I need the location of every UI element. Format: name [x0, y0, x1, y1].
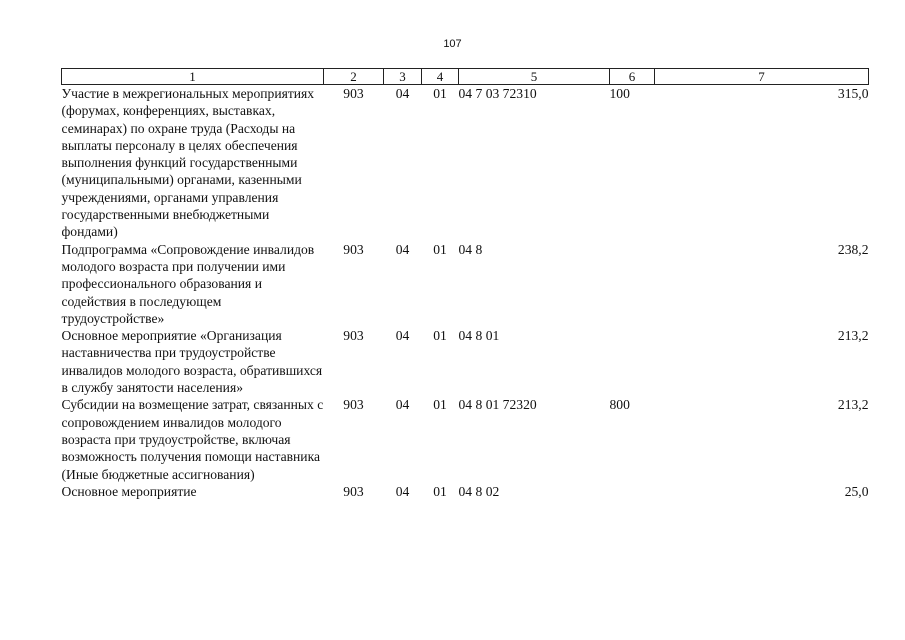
row-expense-type: 100 — [609, 86, 630, 101]
column-header: 4 — [422, 69, 459, 85]
row-expense-type — [610, 241, 655, 327]
row-name: Основное мероприятие «Организация наставничества при трудоустройстве инвалидов молодого возраста, обратившихся в службу занятости населения» — [61, 328, 323, 396]
row-code: 903 — [343, 328, 364, 344]
row-amount: 315,0 — [837, 86, 869, 101]
header-row — [62, 69, 869, 85]
row-subsection: 01 — [433, 483, 447, 499]
row-subsection: 01 — [433, 86, 447, 101]
budget-table — [61, 68, 869, 500]
row-code: 903 — [343, 241, 364, 257]
column-header: 7 — [655, 69, 869, 85]
row-expense-type: 800 — [609, 397, 630, 413]
row-amount: 25,0 — [844, 483, 869, 499]
table-header — [62, 69, 869, 85]
column-header: 2 — [324, 69, 384, 85]
row-code: 903 — [343, 397, 364, 413]
row-code: 903 — [343, 483, 364, 499]
row-amount: 238,2 — [837, 241, 869, 257]
table-row — [62, 241, 869, 327]
row-amount: 213,2 — [837, 328, 869, 344]
column-header: 5 — [459, 69, 610, 85]
row-section: 04 — [395, 397, 410, 413]
row-section: 04 — [395, 328, 410, 344]
column-header: 1 — [62, 69, 324, 85]
row-target-article: 04 8 — [458, 241, 483, 257]
row-target-article: 04 8 01 — [458, 328, 500, 344]
row-section: 04 — [395, 483, 410, 499]
column-header: 6 — [610, 69, 655, 85]
row-expense-type — [610, 483, 655, 500]
table-row — [62, 483, 869, 500]
table-row — [62, 327, 869, 396]
row-name: Участие в межрегиональных мероприятиях (форумах, конференциях, выставках, семинарах) по охране труда (Расходы на выплаты персоналу в целях обеспечения выполнения функций государственными (муниципальными) органами, казенными учреждениями, органами управления государственными внебюджетными фондами) — [61, 86, 315, 240]
table-row — [62, 396, 869, 482]
row-code: 903 — [343, 86, 364, 101]
row-expense-type — [610, 327, 655, 396]
row-target-article: 04 8 02 — [458, 483, 500, 499]
row-subsection: 01 — [433, 328, 447, 344]
row-name: Основное мероприятие — [61, 483, 197, 499]
row-subsection: 01 — [433, 241, 447, 257]
table-row — [62, 85, 869, 241]
row-section: 04 — [395, 241, 410, 257]
row-amount: 213,2 — [837, 397, 869, 413]
page-number: 107 — [443, 38, 462, 50]
row-target-article: 04 7 03 72310 — [458, 86, 537, 101]
row-name: Субсидии на возмещение затрат, связанных с сопровождением инвалидов молодого возраста при трудоустройстве, включая возможность получения помощи наставника (Иные бюджетные ассигнования) — [61, 397, 324, 482]
row-name: Подпрограмма «Сопровождение инвалидов молодого возраста при получении ими профессионального образования и содействия в последующем трудоустройстве» — [61, 241, 315, 326]
row-section: 04 — [395, 86, 410, 101]
column-header: 3 — [384, 69, 422, 85]
row-target-article: 04 8 01 72320 — [458, 397, 537, 413]
row-subsection: 01 — [433, 397, 447, 413]
